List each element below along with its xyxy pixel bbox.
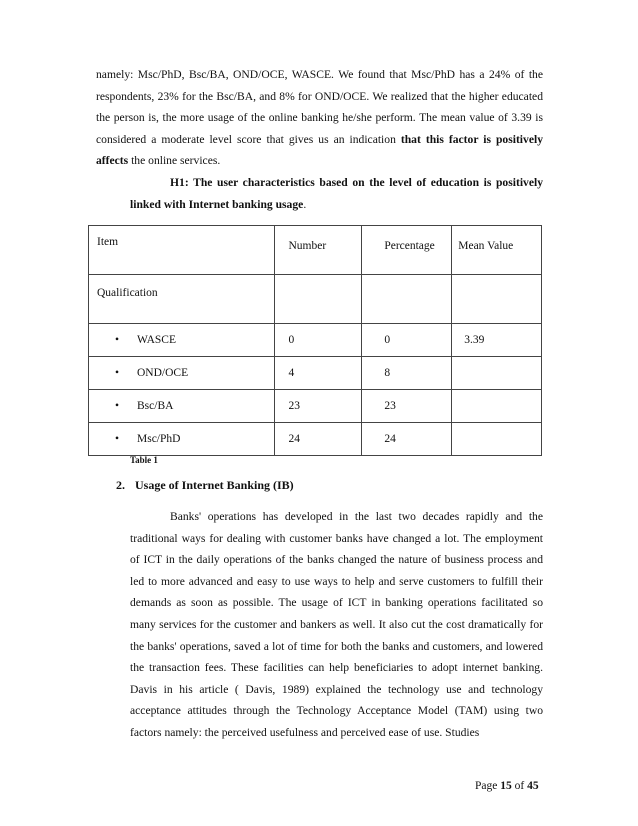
- header-item: Item: [89, 226, 275, 275]
- row-number: 4: [288, 367, 295, 379]
- header-mean-value: Mean Value: [452, 226, 542, 275]
- paragraph-internet-banking: Banks' operations has developed in the last two decades rapidly and the traditional ways for dealing with customer banks have changed a lot. The employment of ICT in the daily operations of the banks changed the nature of business process and led to more advanced and easy to use ways to help and serve customers to fulfill their demands as soon as possible. The usage of ICT in banking operations facilitated so many services for the customer and bankers as well. It also cut the cost dramatically for the banks' operations, saved a lot of time for both the banks and customers, and lowered the transaction fees. These facilities can help beneficiaries to adopt internet banking. Davis in his article ( Davis, 1989) explained the technology use and technology acceptance attitudes through the Technology Acceptance Model (TAM) using two factors namely: the perceived usefulness and perceived ease of use. Studies: [130, 510, 543, 739]
- bullet-icon: •: [115, 367, 120, 379]
- bullet-icon: •: [115, 400, 120, 412]
- row-label-text: OND/OCE: [137, 367, 189, 379]
- table-header-row: [89, 226, 542, 275]
- empty-cell: [274, 275, 362, 324]
- row-label: [89, 423, 274, 445]
- row-number: 23: [288, 400, 300, 412]
- row-label-text: Bsc/BA: [137, 400, 174, 412]
- row-number: 0: [288, 334, 295, 346]
- hypothesis-period: .: [303, 197, 307, 211]
- section-heading: [116, 478, 294, 493]
- education-table: [88, 225, 542, 456]
- row-label: [89, 357, 274, 379]
- section-title: Usage of Internet Banking (IB): [135, 478, 294, 492]
- row-mean-value: [452, 357, 541, 367]
- section-number: 2.: [116, 478, 125, 492]
- paragraph-bold-text: that this factor is positively affects: [96, 132, 543, 167]
- empty-cell: [362, 275, 452, 324]
- row-label-text: WASCE: [137, 334, 176, 346]
- paragraph-text: namely: Msc/PhD, Bsc/BA, OND/OCE, WASCE. We found that Msc/PhD has a 24% of the respondents, 23% for the Bsc/BA, and 8% for OND/OCE. We realized that the higher educated the person is, the more usage of the online banking he/she perform. The mean value of 3.39 is considered a moderate level score that gives us an indication: [96, 68, 543, 146]
- row-label: [89, 390, 274, 412]
- table-row-qualification: [89, 275, 542, 324]
- row-percentage: 0: [384, 334, 391, 346]
- paragraph-education-results: [96, 64, 543, 172]
- row-mean-value: [452, 390, 541, 400]
- page-footer: [475, 780, 539, 792]
- row-mean-value: [452, 423, 541, 433]
- footer-page-word: Page: [475, 780, 498, 792]
- table-row: [89, 357, 542, 390]
- row-percentage: 23: [384, 400, 396, 412]
- qualification-label: Qualification: [89, 275, 275, 324]
- paragraph-text-end: the online services.: [128, 154, 221, 167]
- bullet-icon: •: [115, 334, 120, 346]
- row-label: [89, 324, 274, 346]
- hypothesis-bold-text: H1: The user characteristics based on the level of education is positively linked with Internet banking usage: [130, 176, 543, 211]
- footer-of-word: of: [514, 780, 525, 792]
- hypothesis-h1: [130, 172, 543, 215]
- row-number: 24: [288, 433, 300, 445]
- row-percentage: 8: [384, 367, 391, 379]
- current-page-number: 15: [500, 780, 512, 792]
- total-page-count: 45: [527, 780, 539, 792]
- row-label-text: Msc/PhD: [137, 433, 181, 445]
- table-row: [89, 390, 542, 423]
- bullet-icon: •: [115, 433, 120, 445]
- empty-cell: [452, 275, 542, 324]
- row-percentage: 24: [384, 433, 396, 445]
- header-number: Number: [274, 226, 362, 275]
- row-mean-value: 3.39: [464, 334, 485, 346]
- table-row: [89, 324, 542, 357]
- table-row: [89, 423, 542, 456]
- header-percentage: Percentage: [362, 226, 452, 275]
- table-caption: Table 1: [130, 455, 158, 465]
